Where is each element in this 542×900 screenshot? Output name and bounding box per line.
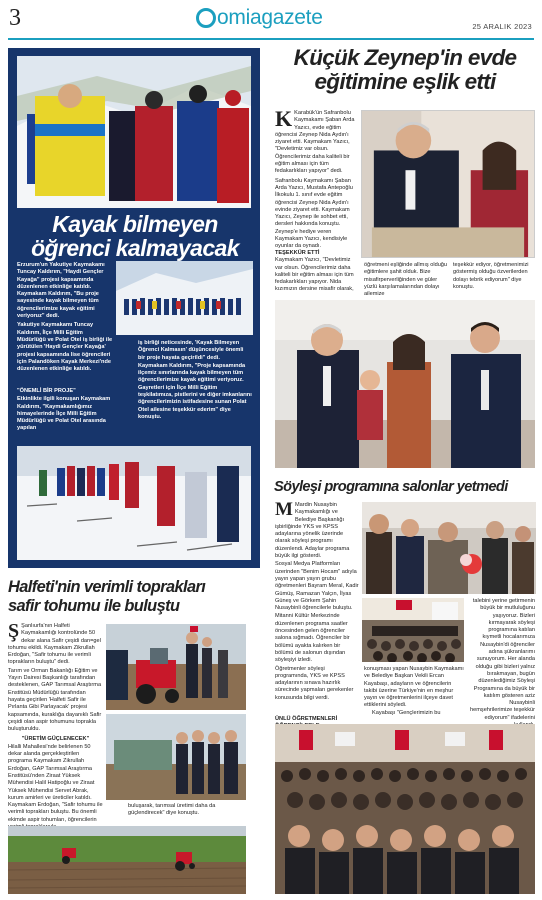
ski-para2: Yakutiye Kaymakamı Tuncay Kaldırım, İlçe Milli Eğitim Müdürlüğü ve Polat Otel iş birliği ile yürütülen 'Haydi Gençler Kayağa' projesi kapsamında lise öğrencileri için Palandöken Kayak Merkezi'nde düzenlenen etkinliğe katıldı. (17, 322, 113, 373)
logo-wordmark: omiagazete (217, 6, 323, 29)
soylesi-para3: Mitanni Kültür Merkezinde düzenlenen programa saatler öncesinden gelen öğrenciler salona sığmadı. Öğrenciler bir bölümü ayakta kalırken bir bölümü de salonun dışından söyleşiyi izledi. (275, 613, 350, 664)
zeynep-headline-line2: eğitimine eşlik etti (314, 69, 496, 94)
halfeti-para3: Hilalli Mahallesi'nde belirlenen 50 dekar alanda gerçekleştirilen programa Kaymakam Zikrullah Erdoğan, GAP Tarımsal Araştırma Enstitüsü'nden Ziraat Yüksek Mühendisi Halil Hatipoğlu ve Ziraat Yüksek Mühendisi Servet Abrak, kurum amirleri ve üreticiler katıldı. Kaymakam Erdoğan, "Safir tohumu ile verimli toprakları buluştu. Bu önemli ekimde aspir tohumları, öğrencilerin (8, 743, 103, 823)
ski-students-photo (116, 261, 253, 335)
halfeti-headline-line1: Halfeti'nin verimli toprakları (8, 578, 206, 596)
soylesi-dropcap: M (275, 499, 293, 520)
soylesi-para4: Öğretmenler söyleşi programında, YKS ve KPSS adaylarının sınava hazırlık sürecinde yapmaları gerekenler konusunda bilgi verdi. (275, 665, 354, 701)
ski-headline (17, 212, 253, 260)
zeynep-lede: Karabük'ün Safranbolu Kaymakamı Şaban Arda Yazıcı, evde eğitim öğrencisi Zeynep Nida Aydın'ı ziyaret etti. Kaymakam Yazıcı, "Devletimiz var olsun. Öğrencilerimiz daha kaliteli bir eğitim alması için tüm fedakarlıkları yapıyor" dedi. (275, 110, 355, 175)
soylesi-col1 (275, 499, 359, 745)
soylesi-lede: Mardin Nusaybin Kaymakamlığı ve Belediye Başkanlığı işbirliğinde YKS ve KPSS adaylarına yönelik üzerinde olarak söyleşi programı düzenlendi. Adaylar programa büyük ilgi gösterdi. (275, 502, 350, 560)
soylesi-subhead: ÜNLÜ ÖĞRETMENLERİ (275, 716, 338, 723)
soylesi-col2-para: konuşması yapan Nusaybin Kaymakamı ve Belediye Başkan Vekili Ercan Kayabaşı, adayların ve öğrencilerin takibi üzerine Türkiye'nin en meşhur yayın ve öğretmenlerini ilçeye davet ettiklerini söyledi. (364, 666, 464, 709)
ski-col2-para2: Kaymakam Kaldırım, "Proje kapsamında ilçemiz sınırlarında kayak bilmeyen tüm öğrencilerimize kayak eğitimi veriyoruz. Gayretleri için İlçe Milli Eğitim teşkilatımıza, pistlerini ve diğer imkanlarını öğrencilerimizin istifadesine sunan Polat Otel ailesine teşekkür ederim" diye konuştu. (138, 362, 252, 420)
ski-col1-lower (17, 388, 125, 433)
masthead-rule (8, 38, 534, 40)
halfeti-col2: buluşarak, tarımsal üretimi daha da güçlendirecek" diye konuştu. (128, 803, 216, 817)
soylesi-para2: Sosyal Medya Platformları üzerinden "Benim Hocam" adıyla yayın yapan yayın grubu öğretmenleri Bayram Meral, Kadir Gümüş, Ramazan Yalçın, İlyas Güneş ve Görkem Şahin Nusaybinli öğrencilerle buluştu. (275, 561, 359, 612)
zeynep-text-c1: Kaymakam Yazıcı, "Devletimiz var olsun. Öğrencilerimiz daha kaliteli bir eğitim alması için tüm fedakarlıkları yapıyor. Nida kızımızın dersine misafir olarak, (275, 257, 354, 293)
halfeti-officials-photo (106, 714, 246, 800)
soylesi-headline: Söyleşi programına salonlar yetmedi (274, 479, 508, 495)
halfeti-field-photo (8, 826, 246, 894)
zeynep-col1 (275, 106, 357, 251)
zeynep-headline-line1: Küçük Zeynep'in evde (293, 45, 517, 70)
halfeti-tractor-photo (106, 624, 246, 710)
soylesi-col3: talebini yerine getirmenin büyük bir mutluluğunu yaşıyoruz. Bizleri kırmayarak söyleşi programına katılan kıymetli hocalarımıza Nusaybin'di öğrenciler adına şükranlarımı sunuyorum. Her alanda olduğu gibi bizleri yalnız bırakmayan, bugün düzenlediğimiz Söyleşi Programına da büyük bir katılım gösteren aziz Nusaybinli hemşehrilerimize teşekkür ediyorum" ifadelerini (470, 598, 535, 721)
zeynep-text-c2: öğretmeni eşliğinde allmış olduğu eğitimlere şahit olduk. Bize misafirperverliğinden ve güler yüzlü karşılamalarından dolayı ailemize (364, 262, 448, 298)
logo-mark-icon (196, 8, 216, 28)
zeynep-thanks-block (275, 250, 359, 294)
zeynep-headline (274, 46, 536, 94)
soylesi-audience-photo (275, 724, 535, 894)
halfeti-para2: Tarım ve Orman Bakanlığı Eğitim ve Yayın Dairesi Başkanlığı tarafından desteklenen, GAP Tarımsal Araştırma Enstitüsü Müdürlüğü tarafından hayata geçirilen 'Halfeti Safir ile Pırlanta Gibi Parlayacak' projesi kapsamında, kuraklığa dayanıklı Safir çeşidi olan aspir tohumunu toprakla buluşturuldu. (8, 667, 102, 733)
ski-article-panel (8, 48, 260, 568)
halfeti-subhead: "ÜRETİM GÜÇLENECEK" (21, 736, 90, 743)
soylesi-stage-photo (362, 598, 464, 662)
ski-subhead: "ÖNEMLİ BİR PROJE" (17, 388, 76, 394)
ski-para3: Etkinlikte ilgili konuşan Kaymakam Kaldırım, "Kaymakamlığımız himayelerinde İlçe Milli Eğitim Müdürlüğü ve Polat Otel arasında yapılan (17, 396, 111, 432)
zeynep-para2: Safranbolu Kaymakamı Şaban Arda Yazıcı, Mustafa Antepoğlu İlkokulu 1. sınıf evde eğitim öğrencisi Zeynep Nida Aydın'ı evinde ziyaret etti. Kaymakam Yazıcı, Zeynep ile sohbet etti, dersleri hakkında konuştu. Zeynep'e hediye veren Kaymakam Yazıcı, kendisiyle oyunlar da oynadı. (275, 177, 353, 250)
ski-group-photo (17, 56, 251, 208)
halfeti-lede: Şanlıurfa'nın Halfeti Kaymakamlığı kontrolünde 50 dekar alana Safir çeşidi dan=gel tohumu ekildi. Kaymakam Zikrullah Erdoğan, "Safir tohumu ile verimli toprakların buluştu" dedi. (8, 623, 101, 666)
soylesi-col2 (364, 666, 464, 717)
ski-headline-line2: öğrenci kalmayacak (31, 235, 239, 261)
page-number: 3 (9, 5, 21, 31)
ski-slope-photo (17, 446, 251, 560)
soylesi-col2-para-b: Kayabaşı "Gençlerimizin bu (372, 709, 441, 716)
halfeti-col1 (8, 620, 103, 831)
zeynep-family-photo (275, 300, 535, 468)
ski-col1 (17, 262, 113, 373)
issue-date: 25 ARALIK 2023 (472, 22, 532, 31)
ski-lede: Erzurum'un Yakutiye Kaymakamı Tuncay Kaldırım, "Haydi Gençler Kayağa" projesi kapsamında düzenlenen etkinliğe katıldı. Kaymakam Kaldırım, "Bu proje sayesinde kayak bilmeyen tüm öğrencilerimize kayak eğitimi veriyoruz" dedi. (17, 262, 105, 320)
soylesi-teachers-photo (362, 502, 536, 594)
halfeti-headline-line2: safir tohumu ile buluştu (8, 597, 180, 615)
zeynep-text-c3: teşekkür ediyor, öğretmenimizi göstermiş olduğu özverilerden dolayı tebrik ediyorum" diye konuştu. (453, 262, 529, 290)
halfeti-headline (8, 578, 262, 616)
zeynep-dropcap: K (275, 106, 293, 131)
zeynep-home-photo (361, 110, 535, 258)
ski-col2 (138, 340, 252, 421)
ski-headline-line1: Kayak bilmeyen (52, 211, 218, 237)
ski-col2-para1: iş birliği neticesinde, 'Kayak Bilmeyen Öğrenci Kalmasın' düşüncesiyle önemli bir proje hayata geçirildi" dedi. (138, 340, 244, 361)
zeynep-subhead: TEŞEKKÜR ETTİ (275, 250, 320, 256)
halfeti-dropcap: Ş (8, 620, 20, 642)
